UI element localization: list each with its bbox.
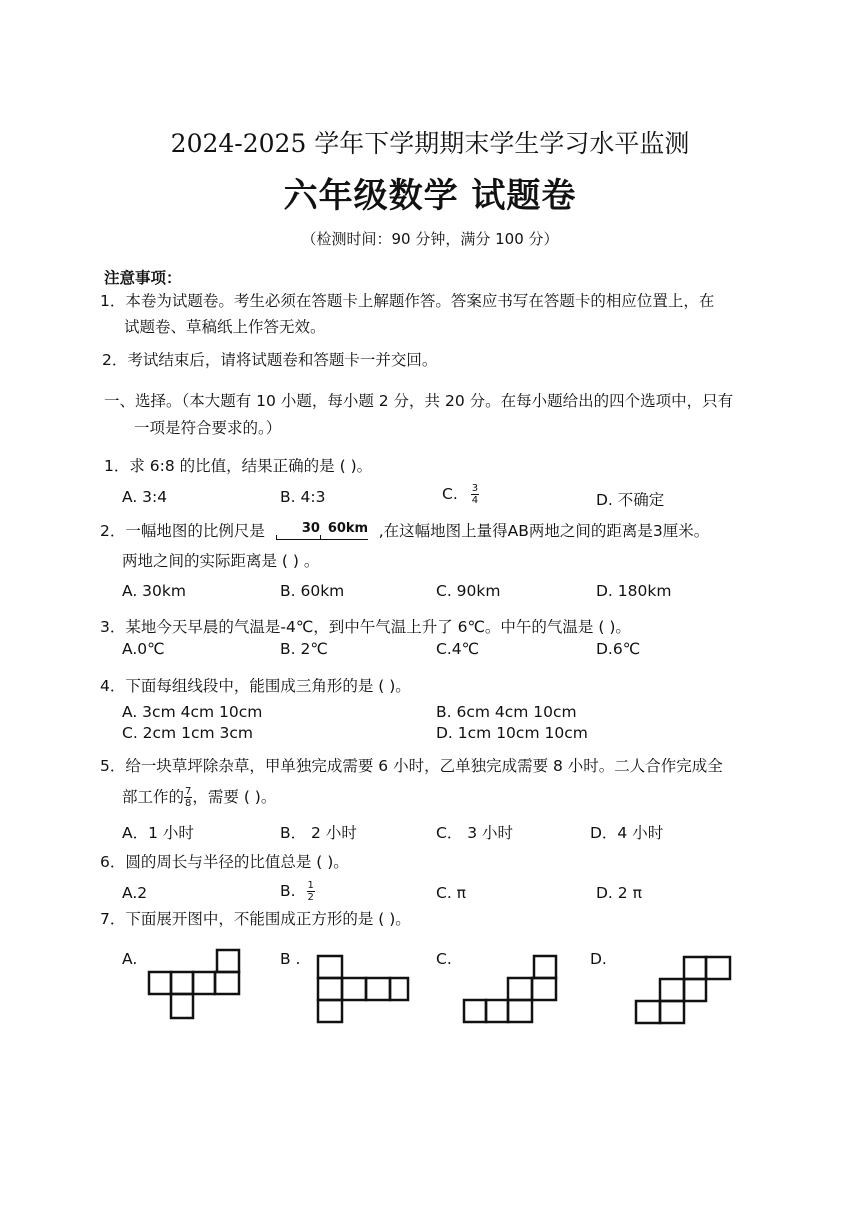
note-2: 2．考试结束后，请将试题卷和答题卡一并交回。: [102, 351, 438, 369]
question-2-stem-end: ,在这幅地图上量得AB两地之间的距离是3厘米。: [378, 522, 710, 540]
question-3-option-d: D.6℃: [596, 640, 641, 658]
question-7-option-b-label: B .: [280, 950, 301, 968]
exam-duration-note: （检测时间：90 分钟，满分 100 分）: [301, 230, 559, 248]
question-5-stem-end: ，需要 ( )。: [192, 788, 277, 806]
question-2-option-b: B. 60km: [280, 582, 345, 600]
question-2-stem-start: 2．一幅地图的比例尺是: [100, 522, 265, 540]
notes-heading: 注意事项：: [104, 269, 182, 287]
question-7-option-d-label: D.: [590, 950, 607, 968]
question-1-option-c: [442, 483, 479, 506]
question-4-option-a: A. 3cm 4cm 10cm: [122, 703, 263, 721]
question-5-option-a: A．1 小时: [122, 824, 194, 842]
question-1-option-b: B. 4:3: [280, 488, 326, 506]
question-6-stem: 6．圆的周长与半径的比值总是 ( )。: [100, 853, 349, 871]
question-5-stem-line-2: [122, 785, 276, 809]
question-4-option-c: C. 2cm 1cm 3cm: [122, 724, 253, 742]
scale-bar-line: [276, 539, 368, 540]
cube-net-d: [632, 953, 742, 1029]
fraction-denominator: 2: [307, 892, 314, 903]
page-title: 2024-2025 学年下学期期末学生学习水平监测: [170, 129, 690, 158]
question-4-option-b: B. 6cm 4cm 10cm: [436, 703, 577, 721]
question-5-option-b: B． 2 小时: [280, 824, 357, 842]
question-5-option-c: C． 3 小时: [436, 824, 514, 842]
question-5-option-d: D．4 小时: [590, 824, 664, 842]
scale-bar-tick: [320, 535, 321, 540]
question-2-option-d: D. 180km: [596, 582, 672, 600]
question-4-option-d: D. 1cm 10cm 10cm: [436, 724, 588, 742]
map-scale-bar: [276, 520, 369, 541]
section-1-heading-line-2: 一项是符合要求的。）: [134, 419, 282, 437]
scale-bar-tick: [276, 535, 277, 540]
question-1-option-a: A. 3:4: [122, 488, 168, 506]
cube-net-c: [460, 952, 560, 1028]
question-6-option-a: A.2: [122, 884, 148, 902]
question-7-stem: 7．下面展开图中，不能围成正方形的是 ( )。: [100, 910, 411, 928]
scale-bar-label-end: 60km: [327, 520, 369, 536]
page-subject-title: 六年级数学 试题卷: [283, 176, 577, 216]
question-2-option-c: C. 90km: [436, 582, 501, 600]
question-3-stem: 3．某地今天早晨的气温是-4℃，到中午气温上升了 6℃。中午的气温是 ( )。: [100, 618, 631, 636]
question-3-option-b: B. 2℃: [280, 640, 328, 658]
question-5-stem: 5．给一块草坪除杂草，甲单独完成需要 6 小时，乙单独完成需要 8 小时。二人合作完成全: [100, 757, 723, 775]
fraction-numerator: 3: [471, 483, 479, 494]
cube-net-b: [310, 952, 412, 1026]
question-3-option-a: A.0℃: [122, 640, 165, 658]
scale-bar-label-mid: 30: [301, 520, 320, 536]
question-1-option-d: D. 不确定: [596, 491, 665, 509]
question-2-stem: [100, 519, 709, 541]
fraction: [471, 483, 479, 506]
question-2-stem-line-2: 两地之间的实际距离是 ( ) 。: [122, 552, 320, 570]
question-4-stem: 4．下面每组线段中，能围成三角形的是 ( )。: [100, 677, 411, 695]
option-label: B.: [280, 882, 296, 900]
question-6-option-b: [280, 880, 315, 903]
option-label: C.: [442, 485, 458, 503]
question-1-stem: 1．求 6:8 的比值，结果正确的是 ( )。: [104, 457, 373, 475]
question-7-option-a-label: A.: [122, 950, 138, 968]
fraction-denominator: 8: [185, 798, 192, 809]
note-1-line-1: 1．本卷为试题卷。考生必须在答题卡上解题作答。答案应书写在答题卡的相应位置上，在: [100, 292, 715, 310]
section-1-heading: 一、选择。（本大题有 10 小题，每小题 2 分，共 20 分。在每小题给出的四个选项中，只有: [104, 392, 734, 410]
note-1-line-2: 试题卷、草稿纸上作答无效。: [124, 318, 326, 336]
question-7-option-c-label: C.: [436, 950, 452, 968]
question-2-option-a: A. 30km: [122, 582, 186, 600]
question-5-stem-start: 部工作的: [122, 788, 185, 806]
fraction-numerator: 1: [307, 880, 314, 891]
fraction-denominator: 4: [471, 495, 479, 506]
question-6-option-c: C. π: [436, 884, 467, 902]
fraction: [307, 880, 315, 903]
cube-net-a: [145, 948, 245, 1024]
question-6-option-d: D. 2 π: [596, 884, 642, 902]
question-3-option-c: C.4℃: [436, 640, 480, 658]
fraction-numerator: 7: [185, 786, 192, 797]
